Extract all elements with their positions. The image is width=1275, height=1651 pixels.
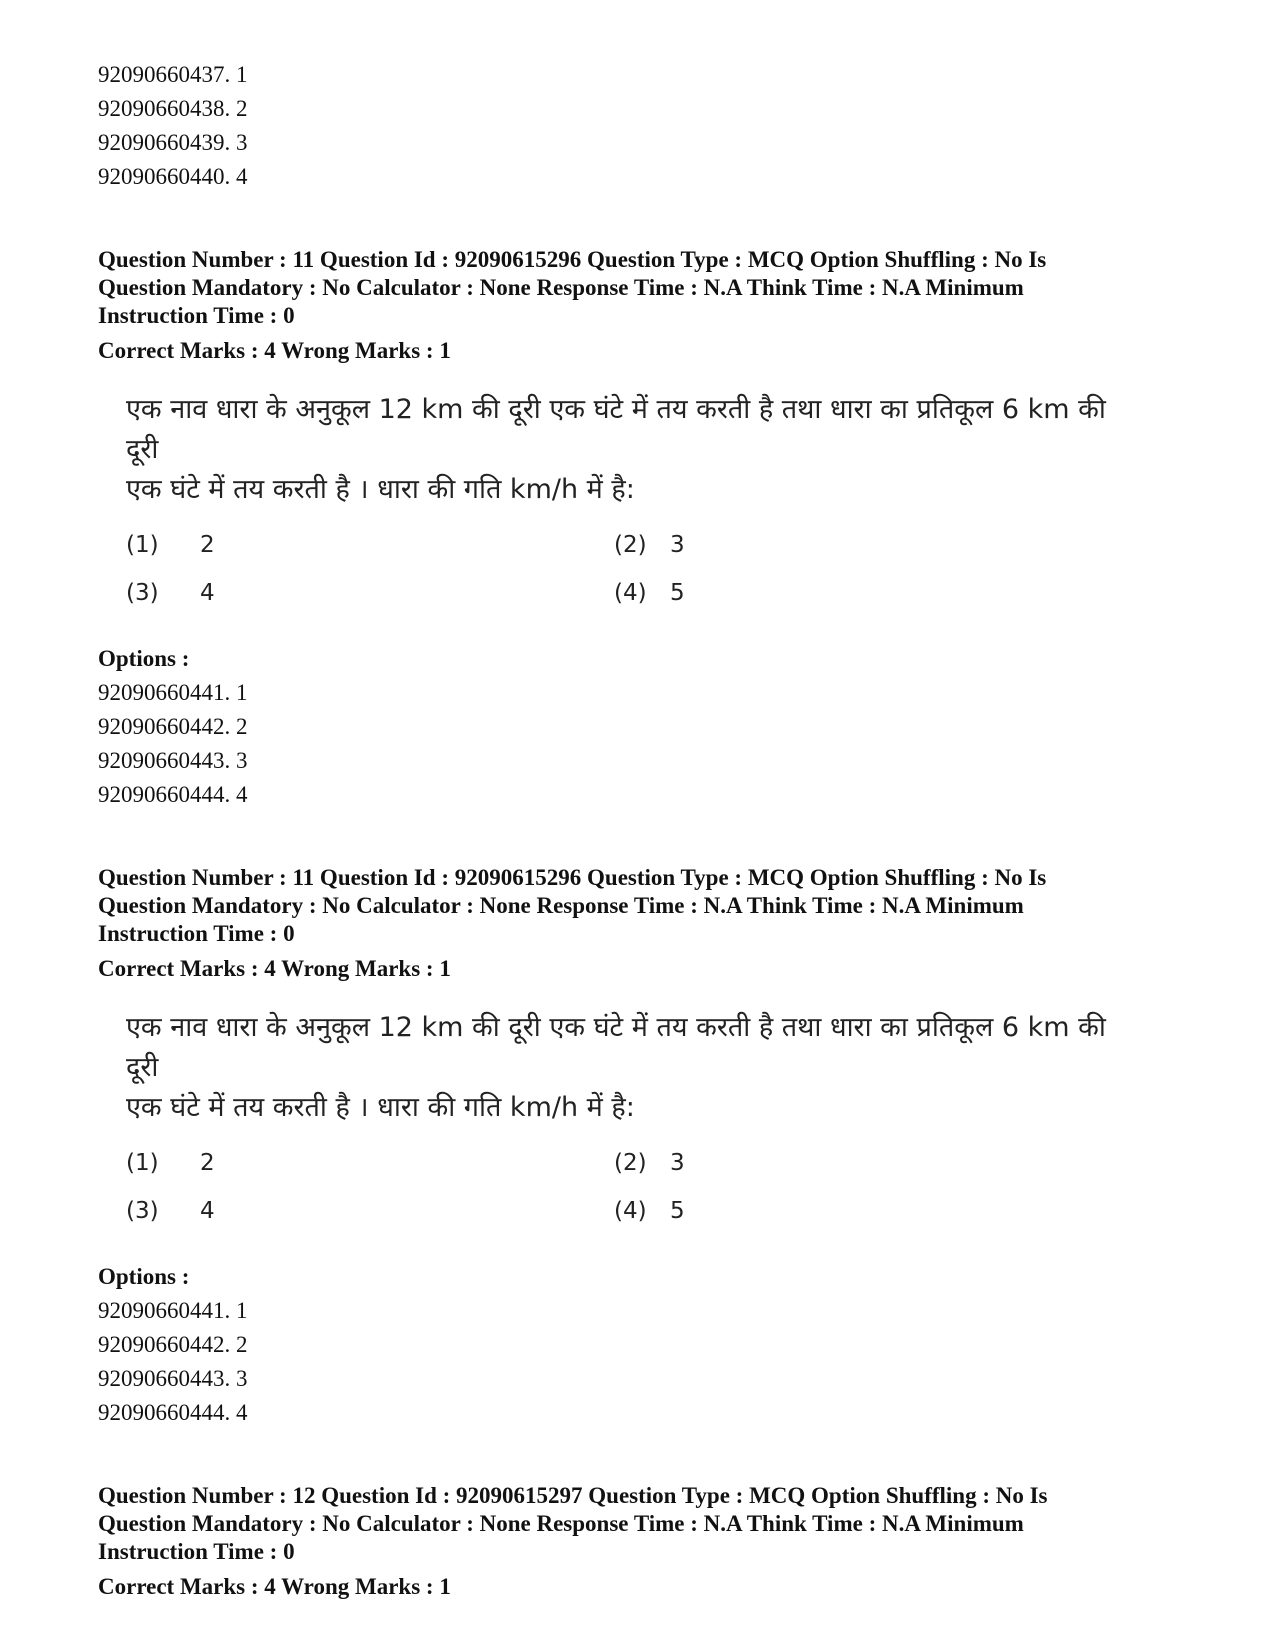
choice-value: 4: [200, 580, 215, 606]
question-header: [98, 246, 1178, 330]
choice-number: (2): [614, 1150, 647, 1176]
choice-number: (4): [614, 1198, 647, 1224]
question-marks: Correct Marks : 4 Wrong Marks : 1: [98, 1574, 451, 1599]
question-header-line: Question Number : 11 Question Id : 92090615296 Question Type : MCQ Option Shuffling : No Is: [98, 247, 1047, 272]
choice-value: 3: [670, 1150, 685, 1176]
question-block: [98, 864, 1178, 1430]
question-header-line: Instruction Time : 0: [98, 921, 295, 946]
question-header-line: Instruction Time : 0: [98, 303, 295, 328]
options-label: Options :: [98, 1264, 190, 1289]
choice-1: [126, 1150, 215, 1176]
choice-value: 5: [670, 1198, 685, 1224]
question-marks: Correct Marks : 4 Wrong Marks : 1: [98, 956, 451, 981]
choice-value: 5: [670, 580, 685, 606]
option-line: 92090660440. 4: [98, 164, 248, 189]
option-line: 92090660438. 2: [98, 96, 248, 121]
question-choices: [126, 1150, 1126, 1246]
document-page: [98, 58, 1178, 1604]
choice-number: (3): [126, 1198, 159, 1224]
question-header-line: Question Number : 11 Question Id : 92090615296 Question Type : MCQ Option Shuffling : No Is: [98, 865, 1047, 890]
choice-number: (4): [614, 580, 647, 606]
choice-3: [126, 1198, 215, 1224]
option-line: 92090660439. 3: [98, 130, 248, 155]
question-header-line: Question Mandatory : No Calculator : None Response Time : N.A Think Time : N.A Minimum: [98, 1511, 1024, 1536]
question-block: [98, 246, 1178, 812]
choice-number: (3): [126, 580, 159, 606]
choice-number: (1): [126, 532, 159, 558]
choice-value: 4: [200, 1198, 215, 1224]
question-header: [98, 864, 1178, 948]
option-line: 92090660442. 2: [98, 1332, 248, 1357]
choice-number: (1): [126, 1150, 159, 1176]
question-text-line: एक नाव धारा के अनुकूल 12 km की दूरी एक घंटे में तय करती है तथा धारा का प्रतिकूल 6 km की दूरी: [126, 1012, 1106, 1083]
question-header-line: Instruction Time : 0: [98, 1539, 295, 1564]
question-block: [98, 1482, 1178, 1604]
choice-4: [614, 580, 685, 606]
choice-number: (2): [614, 532, 647, 558]
choice-value: 2: [200, 532, 215, 558]
choice-3: [126, 580, 215, 606]
top-options-list: [98, 58, 1178, 194]
options-label: Options :: [98, 646, 190, 671]
option-line: 92090660437. 1: [98, 62, 248, 87]
question-text-line: एक घंटे में तय करती है । धारा की गति km/h में है:: [126, 474, 635, 505]
option-line: 92090660443. 3: [98, 748, 248, 773]
choice-2: [614, 1150, 685, 1176]
question-header-line: Question Mandatory : No Calculator : None Response Time : N.A Think Time : N.A Minimum: [98, 275, 1024, 300]
option-line: 92090660441. 1: [98, 680, 248, 705]
option-line: 92090660444. 4: [98, 1400, 248, 1425]
option-line: 92090660441. 1: [98, 1298, 248, 1323]
question-marks: Correct Marks : 4 Wrong Marks : 1: [98, 338, 451, 363]
question-choices: [126, 532, 1126, 628]
option-line: 92090660444. 4: [98, 782, 248, 807]
question-text-line: एक नाव धारा के अनुकूल 12 km की दूरी एक घंटे में तय करती है तथा धारा का प्रतिकूल 6 km की दूरी: [126, 394, 1106, 465]
option-line: 92090660442. 2: [98, 714, 248, 739]
question-header-line: Question Mandatory : No Calculator : None Response Time : N.A Think Time : N.A Minimum: [98, 893, 1024, 918]
choice-value: 2: [200, 1150, 215, 1176]
choice-1: [126, 532, 215, 558]
question-text-line: एक घंटे में तय करती है । धारा की गति km/h में है:: [126, 1092, 635, 1123]
choice-value: 3: [670, 532, 685, 558]
choice-4: [614, 1198, 685, 1224]
question-content: [126, 390, 1126, 628]
question-content: [126, 1008, 1126, 1246]
question-header: [98, 1482, 1178, 1566]
choice-2: [614, 532, 685, 558]
question-header-line: Question Number : 12 Question Id : 92090615297 Question Type : MCQ Option Shuffling : No Is: [98, 1483, 1048, 1508]
option-line: 92090660443. 3: [98, 1366, 248, 1391]
